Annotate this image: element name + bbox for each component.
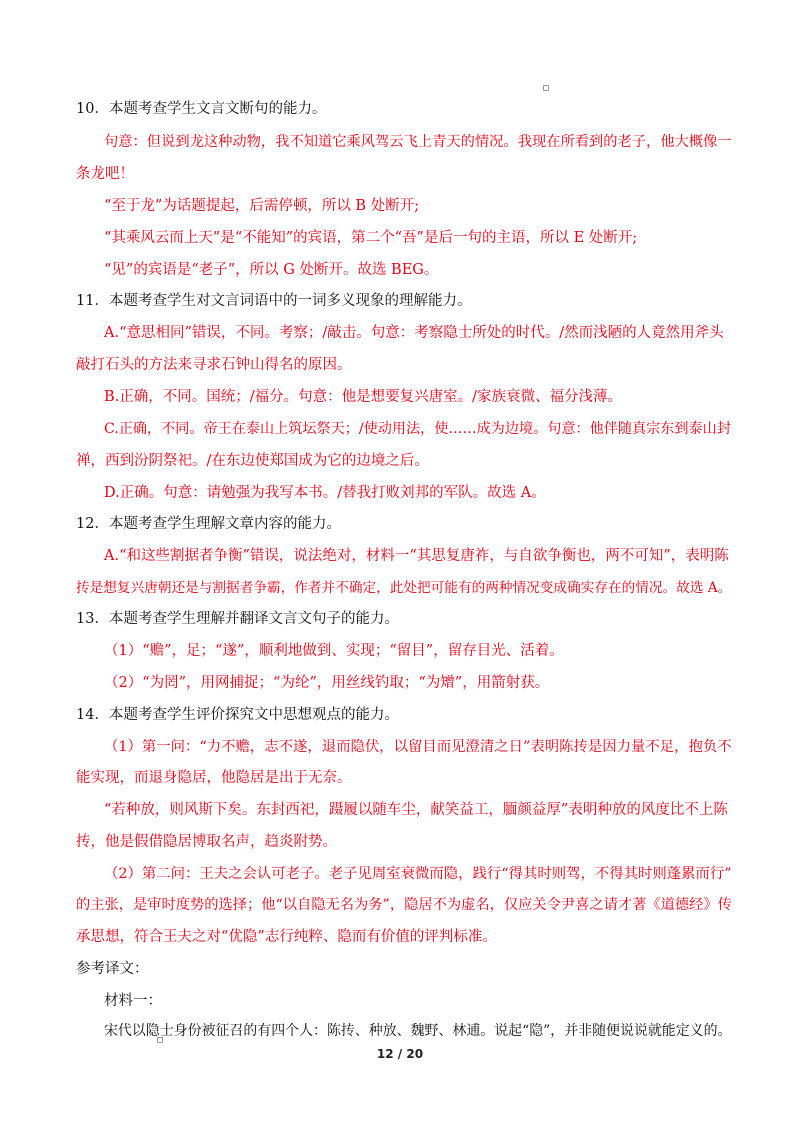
answer-line: （1）第一问：“力不赡，志不遂，退而隐伏，以留目而见澄清之日”表明陈抟是因力量不足，抱负不: [104, 739, 732, 755]
answer-line: 抟，他是假借隐居博取名声，趋炎附势。: [76, 834, 337, 850]
page-corner-marker-top: [543, 85, 549, 91]
answer-heading-12: 12．本题考查学生理解文章内容的能力。: [76, 516, 341, 532]
translation-line: 宋代以隐士身份被征召的有四个人：陈抟、种放、魏野、林逋。说起“隐”，并非随便说说就能定义的。: [104, 1023, 732, 1039]
answer-heading-14: 14．本题考查学生评价探究文中思想观点的能力。: [76, 707, 399, 723]
answer-heading-10: 10．本题考查学生文言文断句的能力。: [76, 101, 327, 117]
answer-line: 敲打石头的方法来寻求石钟山得名的原因。: [76, 357, 352, 373]
page-number: 12 / 20: [376, 1047, 424, 1061]
answer-line: B.正确，不同。国统；/福分。句意：他是想要复兴唐室。/家族衰微、福分浅薄。: [104, 389, 623, 405]
answer-line: “见”的宾语是“老子”，所以 G 处断开。故选 BEG。: [104, 262, 439, 278]
answer-line: 条龙吧！: [76, 166, 134, 182]
answer-line: C.正确，不同。帝王在泰山上筑坛祭天；/使动用法，使……成为边境。句意：他伴随真宗东到泰山封: [104, 421, 731, 437]
answer-line: 句意：但说到龙这种动物，我不知道它乘风驾云飞上青天的情况。我现在所看到的老子，他大概像一: [104, 134, 732, 150]
answer-line: 抟是想复兴唐朝还是与割据者争霸，作者并不确定，此处把可能有的两种情况变成确实存在的情况。故选 A。: [76, 580, 732, 596]
material-one-heading: 材料一：: [104, 993, 162, 1009]
answer-line: （2）“为罔”，用网捕捉；“为纶”，用丝线钓取；“为矰”，用箭射获。: [104, 675, 550, 691]
answer-line: 禅，西到汾阴祭祀。/在东边使郑国成为它的边境之后。: [76, 453, 429, 469]
answer-line: “至于龙”为话题提起，后需停顿，所以 B 处断开;: [104, 198, 420, 214]
answer-line: 承思想，符合王夫之对“优隐”志行纯粹、隐而有价值的评判标准。: [76, 929, 497, 945]
answer-line: （1）“赡”，足；“遂”，顺利地做到、实现；“留目”，留存目光、活着。: [104, 643, 564, 659]
answer-line: “若种放，则风斯下矣。东封西祀，蹑履以随车尘，献笑益工，腼颜益厚”表明种放的风度比不上陈: [104, 802, 728, 818]
answer-heading-11: 11．本题考查学生对文言词语中的一词多义现象的理解能力。: [76, 293, 472, 309]
answer-line: A.“意思相同”错误，不同。考察；/敲击。句意：考察隐士所处的时代。/然而浅陋的人竟然用斧头: [104, 325, 724, 341]
answer-line: “其乘风云而上天”是“不能知”的宾语，第二个“吾”是后一句的主语，所以 E 处断开;: [104, 230, 638, 246]
answer-line: A.“和这些割据者争衡”错误，说法绝对，材料一“其思复唐祚，与自欲争衡也，两不可知”，表明陈: [104, 548, 729, 564]
answer-heading-13: 13．本题考查学生理解并翻译文言文句子的能力。: [76, 611, 399, 627]
answer-line: （2）第二问：王夫之会认可老子。老子见周室衰微而隐，践行“得其时则驾，不得其时则蓬累而行”: [104, 866, 732, 882]
page-corner-marker-bottom: [157, 1037, 163, 1043]
answer-line: 的主张，是审时度势的选择；他“以自隐无名为务”，隐居不为虚名，仅应关令尹喜之请才著《道德经》传: [76, 897, 732, 913]
reference-translation-heading: 参考译文：: [76, 961, 149, 977]
answer-line: 能实现，而退身隐居，他隐居是出于无奈。: [76, 770, 352, 786]
answer-line: D.正确。句意：请勉强为我写本书。/替我打败刘邦的军队。故选 A。: [104, 485, 546, 501]
